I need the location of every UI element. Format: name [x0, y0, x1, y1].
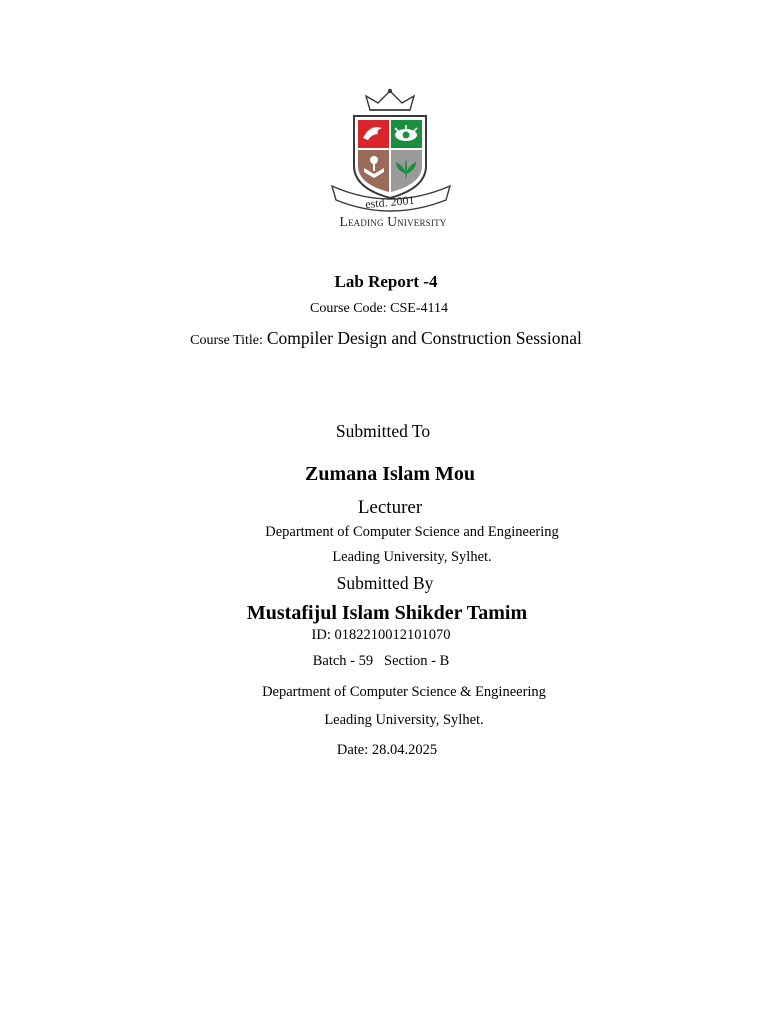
date-label: Date: [336, 742, 369, 758]
university-name: Leading University [339, 214, 447, 229]
student-id-label: ID: [311, 627, 331, 643]
submitted-by-university: Leading University, Sylhet. [324, 712, 484, 728]
submitted-to-designation: Lecturer [357, 497, 423, 518]
report-title: Lab Report -4 [334, 272, 438, 291]
submitted-to-heading: Submitted To [335, 421, 431, 441]
course-title-label: Course Title: [190, 333, 263, 348]
course-title-value: Compiler Design and Construction Sessional [266, 328, 582, 348]
estd-text: estd. 2001 [364, 192, 416, 212]
student-id-line [312, 627, 451, 644]
submitted-to-university: Leading University, Sylhet. [332, 549, 492, 565]
student-id-value: 0182210012101070 [334, 627, 451, 643]
university-logo [318, 88, 468, 238]
course-code-line [310, 301, 448, 317]
date-value: 28.04.2025 [371, 742, 438, 758]
submitted-by-heading: Submitted By [336, 573, 434, 593]
crown-icon [366, 90, 414, 111]
submitted-to-name: Zumana Islam Mou [304, 463, 476, 485]
course-title-line [190, 328, 582, 349]
submitted-by-name: Mustafijul Islam Shikder Tamim [246, 602, 528, 624]
batch-section: Batch - 59 Section - B [312, 653, 450, 669]
submitted-by-department: Department of Computer Science & Engineering [262, 684, 546, 700]
submitted-to-department: Department of Computer Science and Engineering [265, 524, 559, 540]
date-line [337, 742, 437, 759]
course-code-label: Course Code: [310, 301, 387, 316]
course-code-value: CSE-4114 [390, 301, 448, 316]
crest-icon [318, 88, 468, 218]
